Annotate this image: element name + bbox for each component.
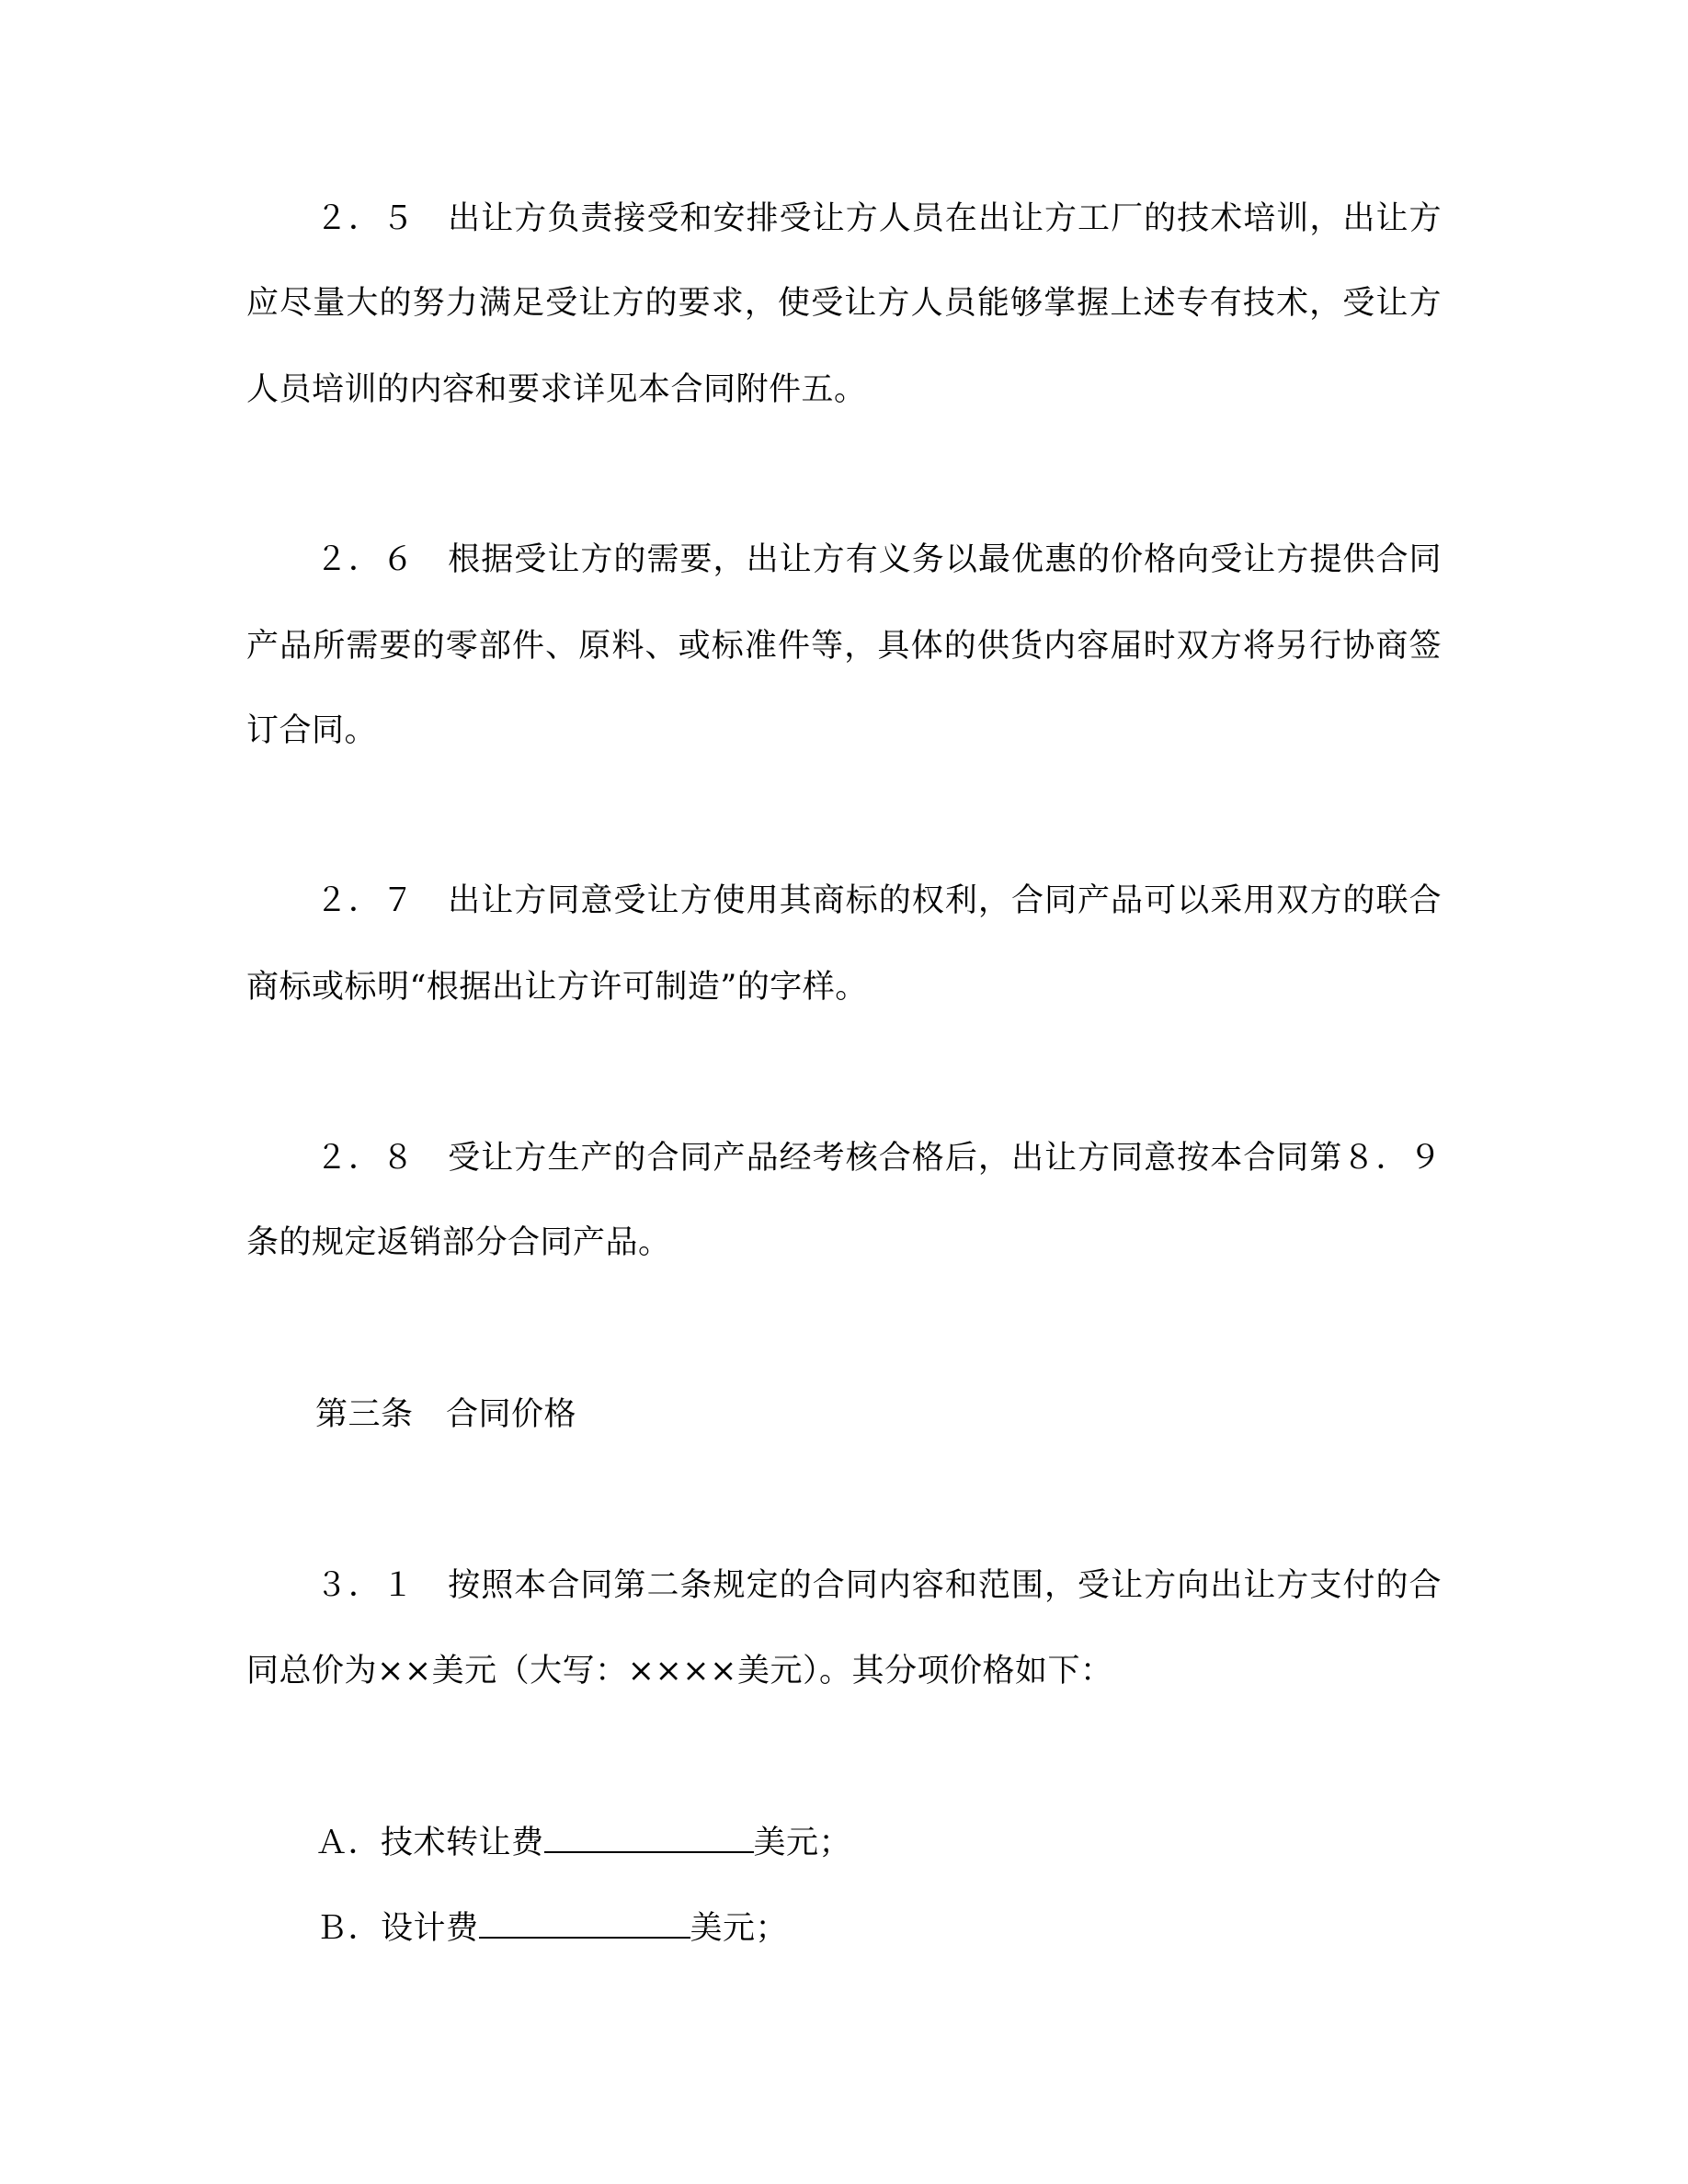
clause-2-8-line-2: 条的规定返销部分合同产品。	[246, 1224, 671, 1261]
clause-2-6-line-2: 产品所需要的零部件、原料、或标准件等，具体的供货内容届时双方将另行协商签	[246, 628, 1442, 665]
article-3-heading: 第三条 合同价格	[315, 1396, 577, 1433]
price-item-b-unit: 美元；	[690, 1910, 789, 1947]
clause-2-5-line-3: 人员培训的内容和要求详见本合同附件五。	[246, 371, 867, 408]
price-item-a-label: Ａ．技术转让费	[315, 1825, 544, 1861]
price-item-a-blank	[544, 1820, 754, 1853]
price-item-a	[315, 1820, 1442, 1865]
clause-2-5-line-2: 应尽量大的努力满足受让方的要求，使受让方人员能够掌握上述专有技术，受让方	[246, 285, 1442, 322]
clause-2-7-line-1: ２．７ 出让方同意受让方使用其商标的权利，合同产品可以采用双方的联合	[315, 882, 1442, 919]
clause-2-8-line-1: ２．８ 受让方生产的合同产品经考核合格后，出让方同意按本合同第８．９	[315, 1140, 1442, 1177]
clause-2-5-line-1: ２．５ 出让方负责接受和安排受让方人员在出让方工厂的技术培训，出让方	[315, 200, 1442, 237]
price-item-b	[315, 1905, 1442, 1951]
clause-3-1-line-1: ３．１ 按照本合同第二条规定的合同内容和范围，受让方向出让方支付的合	[315, 1567, 1442, 1604]
clause-2-7-line-2: 商标或标明“根据出让方许可制造”的字样。	[246, 969, 868, 1006]
clause-2-6-line-1: ２．６ 根据受让方的需要，出让方有义务以最优惠的价格向受让方提供合同	[315, 541, 1442, 578]
price-item-a-unit: 美元；	[753, 1825, 852, 1861]
clause-3-1-line-2: 同总价为××美元（大写：××××美元）。其分项价格如下：	[246, 1653, 1113, 1689]
price-item-b-label: Ｂ．设计费	[315, 1910, 479, 1947]
price-item-b-blank	[479, 1905, 690, 1939]
clause-2-6-line-3: 订合同。	[246, 712, 378, 749]
